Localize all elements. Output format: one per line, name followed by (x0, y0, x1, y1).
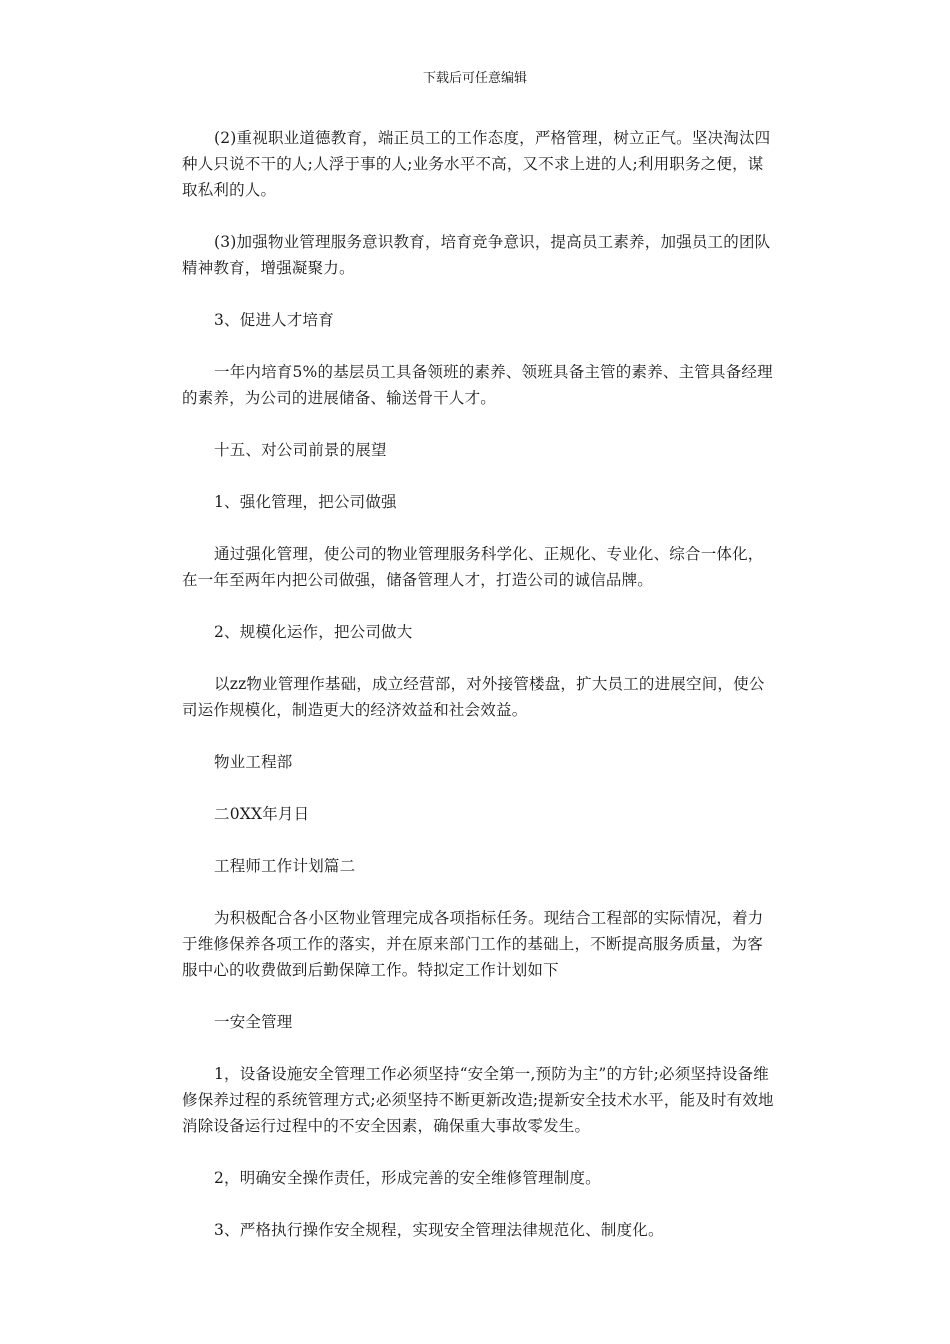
document-subtitle: 工程师工作计划篇二 (214, 857, 356, 875)
paragraph: 以zz物业管理作基础，成立经营部，对外接管楼盘，扩大员工的进展空间，使公司运作规模化，制造更大的经济效益和社会效益。 (182, 675, 765, 719)
section-heading: 十五、对公司前景的展望 (214, 441, 387, 459)
paragraph: 2，明确安全操作责任，形成完善的安全维修管理制度。 (214, 1169, 601, 1187)
paragraph: (3)加强物业管理服务意识教育，培育竞争意识，提高员工素养，加强员工的团队精神教育，增强凝聚力。 (182, 233, 771, 277)
signature-date: 二0XX年月日 (214, 805, 310, 823)
page-header: 下载后可任意编辑 (422, 71, 527, 86)
paragraph: (2)重视职业道德教育，端正员工的工作态度，严格管理，树立正气。坚决淘汰四种人只说不干的人;人浮于事的人;业务水平不高，又不求上进的人;利用职务之便，谋取私利的人。 (182, 129, 771, 199)
section-heading: 1、强化管理，把公司做强 (214, 493, 397, 511)
section-heading: 2、规模化运作，把公司做大 (214, 623, 413, 641)
signature-department: 物业工程部 (214, 753, 293, 771)
document-body (182, 125, 774, 1243)
section-heading: 3、促进人才培育 (214, 311, 334, 329)
paragraph: 通过强化管理，使公司的物业管理服务科学化、正规化、专业化、综合一体化，在一年至两年内把公司做强，储备管理人才，打造公司的诚信品牌。 (182, 545, 764, 589)
paragraph: 3、严格执行操作安全规程，实现安全管理法律规范化、制度化。 (214, 1221, 664, 1239)
paragraph: 为积极配合各小区物业管理完成各项指标任务。现结合工程部的实际情况，着力于维修保养各项工作的落实，并在原来部门工作的基础上，不断提高服务质量，为客服中心的收费做到后勤保障工作。特拟定工作计划如下 (182, 909, 764, 979)
paragraph: 一年内培育5%的基层员工具备领班的素养、领班具备主管的素养、主管具备经理的素养，为公司的进展储备、输送骨干人才。 (182, 363, 773, 407)
section-heading: 一安全管理 (214, 1013, 293, 1031)
paragraph: 1，设备设施安全管理工作必须坚持“安全第一,预防为主”的方针;必须坚持设备维修保养过程的系统管理方式;必须坚持不断更新改造;提新安全技术水平，能及时有效地消除设备运行过程中的不安全因素，确保重大事故零发生。 (182, 1065, 774, 1135)
